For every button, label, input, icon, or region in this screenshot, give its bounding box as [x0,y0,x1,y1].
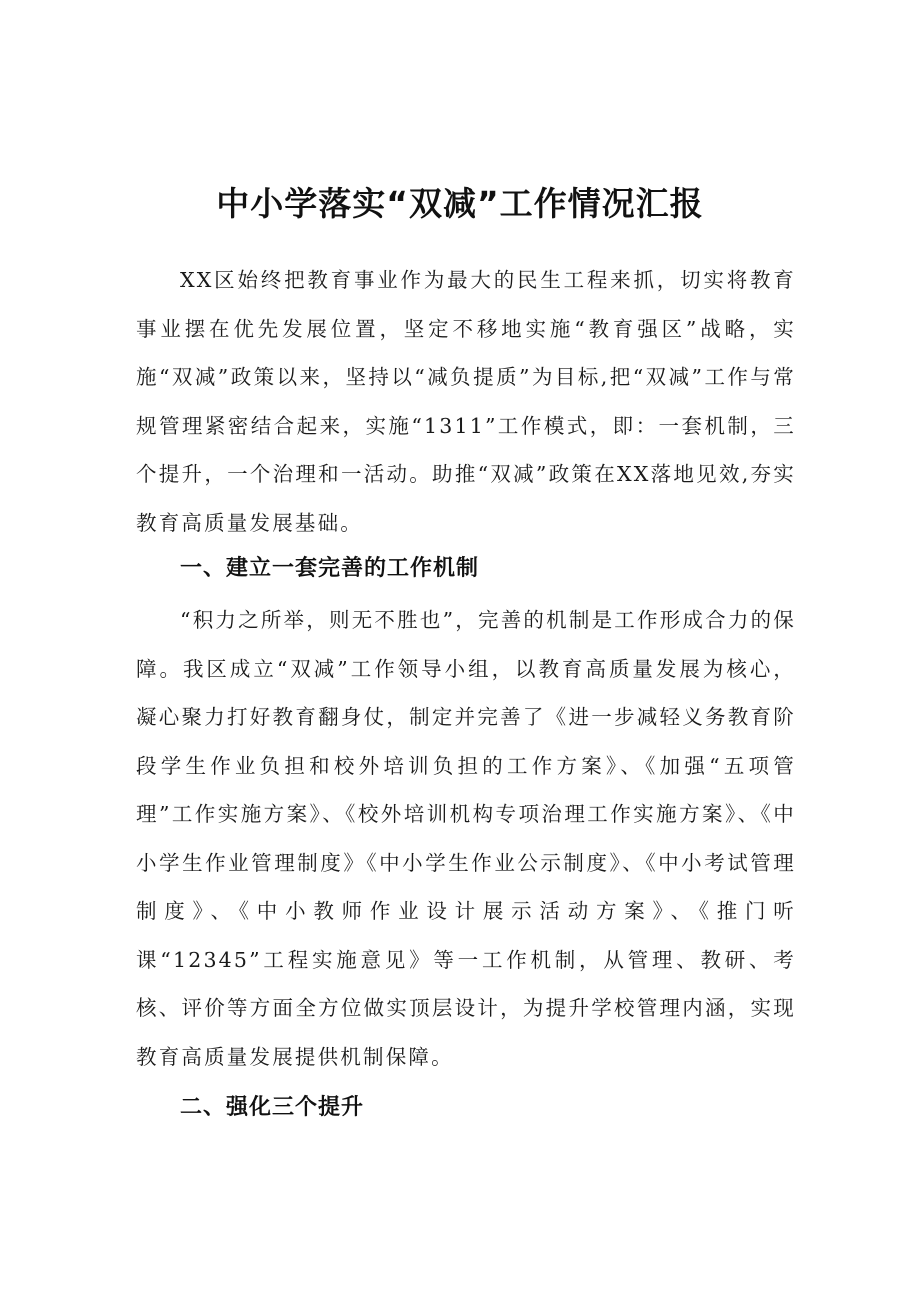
section-heading-2: 二、强化三个提升 [180,1095,365,1120]
intro-paragraph: XX区始终把教育事业作为最大的民生工程来抓，切实将教育事业摆在优先发展位置，坚定不移地实施“教育强区”战略，实施“双减”政策以来，坚持以“减负提质”为目标,把“双减”工作与常规管理紧密结合起来，实施“1311”工作模式，即：一套机制，三个提升，一个治理和一活动。助推“双减”政策在XX落地见效,夯实教育高质量发展基础。 [136,268,796,535]
document-title: 中小学落实“双减”工作情况汇报 [216,184,704,224]
section-heading-1: 一、建立一套完善的工作机制 [180,556,480,581]
section-body-1: “积力之所举，则无不胜也”，完善的机制是工作形成合力的保障。我区成立“双减”工作领导小组，以教育高质量发展为核心，凝心聚力打好教育翻身仗，制定并完善了《进一步减轻义务教育阶段学生作业负担和校外培训负担的工作方案》、《加强“五项管理”工作实施方案》、《校外培训机构专项治理工作实施方案》、《中小学生作业管理制度》《中小学生作业公示制度》、《中小考试管理制度》、《中小教师作业设计展示活动方案》、《推门听课“12345”工程实施意见》等一工作机制，从管理、教研、考核、评价等方面全方位做实顶层设计，为提升学校管理内涵，实现教育高质量发展提供机制保障。 [136,608,796,1069]
